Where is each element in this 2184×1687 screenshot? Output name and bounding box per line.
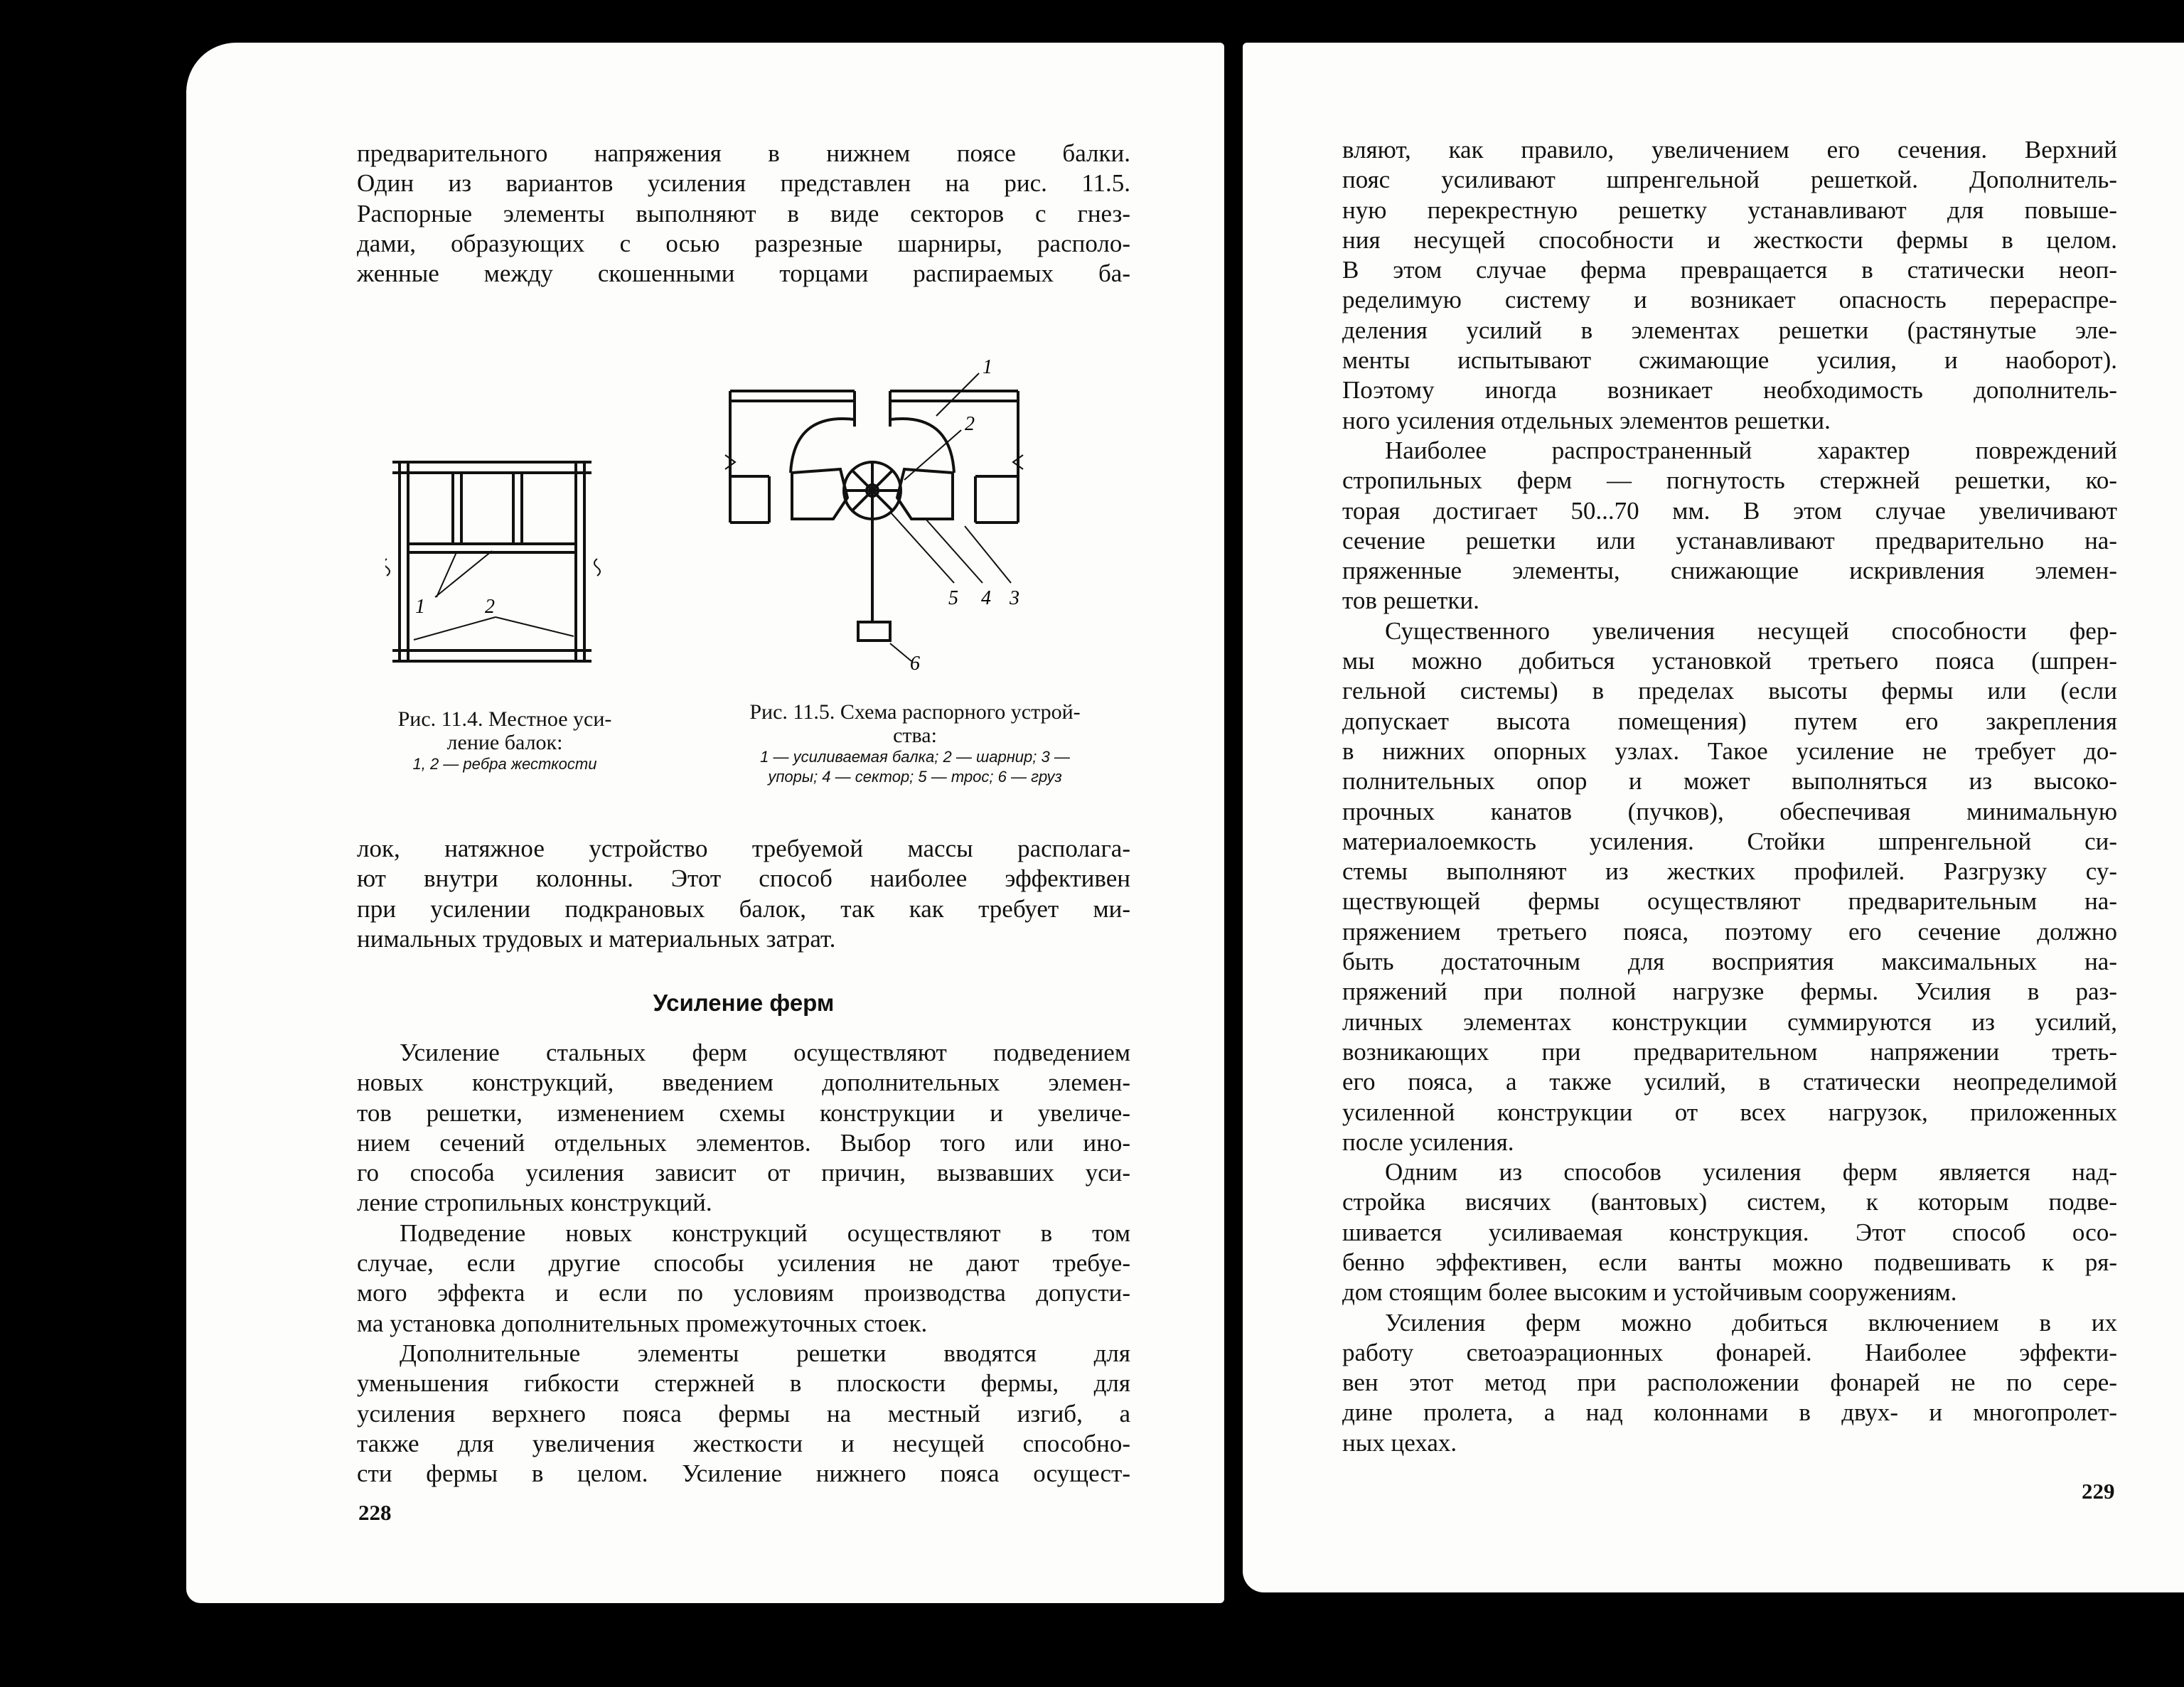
- text-line: пряжением третьего пояса, поэтому его сечение должно: [1342, 917, 2117, 946]
- text-line: нием сечений отдельных элементов. Выбор того или ино-: [357, 1128, 1130, 1157]
- left-after-figure-paragraph: [357, 834, 1130, 954]
- text-line: дом стоящим более высоким и устойчивым сооружениям.: [1342, 1278, 1957, 1307]
- text-line: гельной системы) в пределах высоты фермы или (если: [1342, 677, 2117, 705]
- page-number: 229: [2082, 1479, 2115, 1504]
- text-line: ных цехах.: [1342, 1428, 1457, 1457]
- figure-label: 3: [1010, 587, 1019, 609]
- text-line: ределимую систему и возникает опасность перераспре-: [1342, 286, 2117, 314]
- text-line: тов решетки, изменением схемы конструкции и увеличе-: [357, 1098, 1130, 1127]
- text-line: уменьшения гибкости стержней в плоскости фермы, для: [357, 1369, 1130, 1398]
- text-line: при усилении подкрановых балок, так как требует ми-: [357, 894, 1130, 923]
- text-line: В этом случае ферма превращается в статически неоп-: [1342, 256, 2117, 284]
- text-line: Усиление стальных ферм осуществляют подведением: [400, 1039, 1130, 1066]
- text-line: Существенного увеличения несущей способности фер-: [1385, 616, 2117, 645]
- text-line: новых конструкций, введением дополнительных элемен-: [357, 1069, 1130, 1097]
- figure-label: 2: [965, 413, 975, 435]
- text-line: усиления верхнего пояса фермы на местный изгиб, а: [357, 1399, 1130, 1428]
- figure-label: 1: [415, 596, 425, 618]
- text-line: полнительных опор и может выполняться из высоко-: [1342, 767, 2117, 796]
- caption-legend: упоры; 4 — сектор; 5 — трос; 6 — груз: [768, 768, 1062, 786]
- text-line: ют внутри колонны. Этот способ наиболее эффективен: [357, 864, 1130, 893]
- text-line: допускает высота помещения) путем его закрепления: [1342, 707, 2117, 735]
- section-heading: Усиление ферм: [653, 990, 835, 1016]
- caption-legend: 1 — усиливаемая балка; 2 — шарнир; 3 —: [760, 748, 1070, 766]
- text-line: ление стропильных конструкций.: [357, 1189, 712, 1217]
- text-line: прочных канатов (пучков), обеспечивая минимальную: [1342, 797, 2117, 825]
- text-line: быть достаточным для восприятия максимальных на-: [1342, 948, 2117, 976]
- figure-11-5-caption: [684, 700, 1146, 787]
- text-line: Наиболее распространенный характер повреждений: [1385, 436, 2117, 464]
- text-line: Поэтому иногда возникает необходимость дополнитель-: [1342, 376, 2117, 405]
- text-line: мого эффекта и если по условиям производства допусти-: [357, 1279, 1130, 1307]
- text-line: ную перекрестную решетку устанавливают для повыше-: [1342, 196, 2117, 224]
- left-top-paragraph: [357, 139, 1130, 289]
- text-line: сечение решетки или устанавливают предварительно на-: [1342, 526, 2117, 555]
- text-line: тов решетки.: [1342, 587, 1479, 615]
- figure-label: 1: [983, 356, 992, 378]
- text-line: стемы выполняют из жестких профилей. Разгрузку су-: [1342, 857, 2117, 886]
- right-page: [1243, 43, 2184, 1592]
- right-page-body: [1342, 135, 2117, 1458]
- caption-title: Рис. 11.4. Местное уси-: [397, 707, 612, 731]
- figure-11-4-caption: [355, 707, 654, 774]
- text-line: сти фермы в целом. Усиление нижнего пояса осущест-: [357, 1460, 1130, 1488]
- text-line: работу светоаэрационных фонарей. Наиболее эффекти-: [1342, 1338, 2117, 1366]
- text-line: пояс усиливают шпренгельной решеткой. Дополнитель-: [1342, 166, 2117, 194]
- caption-title: ства:: [893, 724, 937, 747]
- text-line: материалоемкость усиления. Стойки шпренгельной си-: [1342, 827, 2117, 855]
- text-line: дами, образующих с осью разрезные шарниры, располо-: [357, 229, 1130, 257]
- text-line: стропильных ферм — погнутость стержней решетки, ко-: [1342, 466, 2117, 495]
- text-line: случае, если другие способы усиления не дают требуе-: [357, 1249, 1130, 1278]
- text-line: вен этот метод при расположении фонарей не по сере-: [1342, 1369, 2117, 1397]
- figure-label: 6: [910, 653, 920, 675]
- text-line: возникающих при предварительном напряжении треть-: [1342, 1037, 2117, 1066]
- text-line: пряжений при полной нагрузке фермы. Усилия в раз-: [1342, 978, 2117, 1006]
- text-line: менты испытывают сжимающие усилия, и наоборот).: [1342, 346, 2117, 375]
- text-line: дине пролета, а над колоннами в двух- и многопролет-: [1342, 1398, 2117, 1427]
- text-line: Дополнительные элементы решетки вводятся для: [400, 1339, 1130, 1367]
- caption-title: Рис. 11.5. Схема распорного устрой-: [749, 700, 1081, 724]
- text-line: усиленной конструкции от всех нагрузок, приложенных: [1342, 1098, 2117, 1126]
- text-line: вляют, как правило, увеличением его сечения. Верхний: [1342, 136, 2117, 164]
- text-line: деления усилий в элементах решетки (растянутые эле-: [1342, 316, 2117, 344]
- figure-11-4-drawing: [385, 448, 613, 675]
- text-line: бенно эффективен, если ванты можно подвешивать к ря-: [1342, 1248, 2117, 1276]
- text-line: Один из вариантов усиления представлен на рис. 11.5.: [357, 169, 1130, 198]
- text-line: го способа усиления зависит от причин, вызвавших уси-: [357, 1159, 1130, 1187]
- text-line: личных элементах конструкции суммируются из усилий,: [1342, 1007, 2117, 1036]
- caption-legend: 1, 2 — ребра жесткости: [412, 755, 597, 773]
- text-line: ния несущей способности и жесткости фермы в целом.: [1342, 225, 2117, 254]
- text-line: также для увеличения жесткости и несущей способно-: [357, 1429, 1130, 1457]
- figure-label: 2: [485, 596, 495, 618]
- text-line: ществующей фермы осуществляют предварительным на-: [1342, 887, 2117, 916]
- left-section-body: [357, 1038, 1130, 1489]
- text-line: ного усиления отдельных элементов решетки.: [1342, 406, 1831, 434]
- text-line: Одним из способов усиления ферм является над-: [1385, 1158, 2117, 1187]
- left-page: [186, 43, 1224, 1603]
- text-line: мы можно добиться установкой третьего пояса (шпрен-: [1342, 647, 2117, 675]
- page-number: 228: [358, 1500, 392, 1525]
- text-line: ма установка дополнительных промежуточных стоек.: [357, 1309, 928, 1337]
- text-line: предварительного напряжения в нижнем поясе балки.: [357, 139, 1130, 167]
- figure-label: 5: [948, 587, 958, 609]
- text-line: торая достигает 50...70 мм. В этом случае увеличивают: [1342, 496, 2117, 525]
- text-line: в нижних опорных узлах. Такое усиление не требует до-: [1342, 737, 2117, 765]
- text-line: пряженные элементы, снижающие искривления элемен-: [1342, 557, 2117, 585]
- text-line: шивается усиливаемая конструкция. Этот способ осо-: [1342, 1218, 2117, 1246]
- text-line: стройка висячих (вантовых) систем, к которым подве-: [1342, 1188, 2117, 1216]
- figure-11-5-drawing: [712, 348, 1025, 675]
- text-line: нимальных трудовых и материальных затрат.: [357, 924, 836, 953]
- text-line: Подведение новых конструкций осуществляют в том: [400, 1219, 1130, 1247]
- text-line: Распорные элементы выполняют в виде секторов с гнез-: [357, 199, 1130, 227]
- text-line: его пояса, а также усилий, в статически неопределимой: [1342, 1068, 2117, 1096]
- figure-label: 4: [981, 587, 991, 609]
- text-line: Усиления ферм можно добиться включением в их: [1385, 1308, 2117, 1337]
- caption-title: ление балок:: [446, 731, 563, 754]
- text-line: лок, натяжное устройство требуемой массы располага-: [357, 835, 1130, 862]
- text-line: женные между скошенными торцами распираемых ба-: [357, 259, 1130, 288]
- text-line: после усиления.: [1342, 1128, 1514, 1156]
